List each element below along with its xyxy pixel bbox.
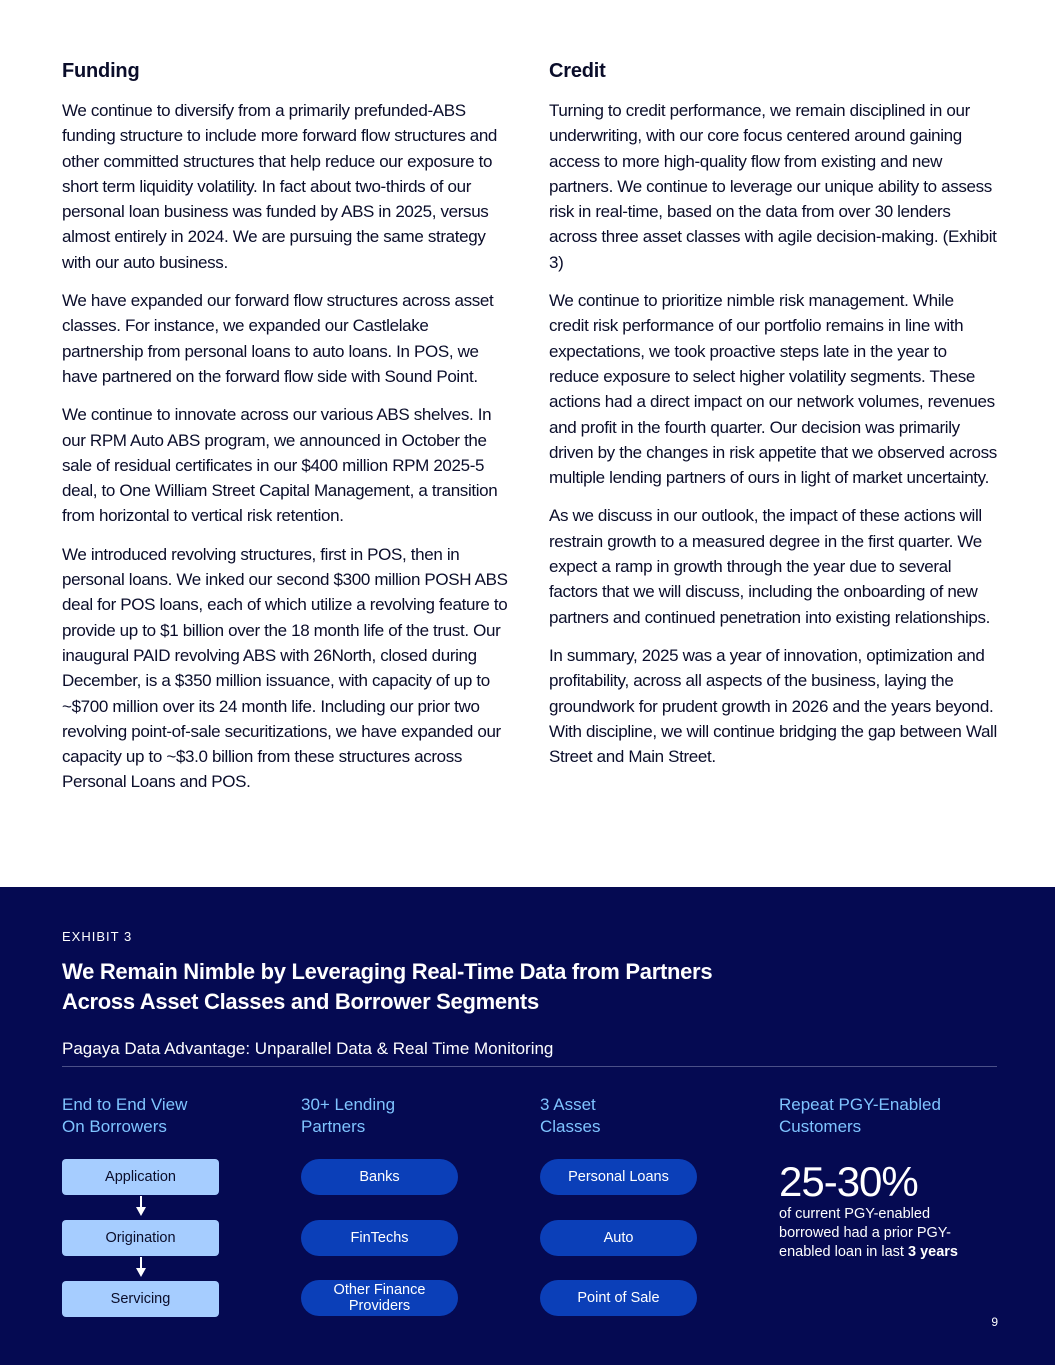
asset-auto: Auto [540, 1220, 697, 1256]
asset-personal-loans: Personal Loans [540, 1159, 697, 1195]
credit-paragraph: We continue to prioritize nimble risk management. While credit risk performance of our portfolio remains in line with expectations, we took proactive steps late in the year to reduce exposure to select higher volatility segments. These actions had a direct impact on our network volumes, revenues and profit in the fourth quarter. Our decision was primarily driven by the changes in risk appetite that we observed across multiple lending partners of ours in light of market uncertainty. [549, 291, 997, 488]
asset-classes-column [540, 1094, 740, 1306]
partner-other-finance: Other Finance Providers [301, 1280, 458, 1316]
exhibit-title: We Remain Nimble by Leveraging Real-Time Data from Partners Across Asset Classes and Borrower Segments [62, 959, 713, 1014]
funding-paragraph: We continue to diversify from a primarily prefunded-ABS funding structure to include more forward flow structures and other committed structures that help reduce our exposure to short term liquidity volatility. In fact about two-thirds of our personal loan business was funded by ABS in 2025, versus almost entirely in 2024. We are pursuing the same strategy with our auto business. [62, 101, 498, 272]
funding-paragraph: We continue to innovate across our various ABS shelves. In our RPM Auto ABS program, we announced in October the sale of residual certificates in our $400 million RPM 2025-5 deal, to One William Street Capital Management, a transition from horizontal to vertical risk retention. [62, 405, 498, 526]
lending-partners-column [301, 1094, 501, 1314]
borrower-view-column [62, 1094, 262, 1307]
column-heading: End to End View On Borrowers [62, 1095, 188, 1136]
exhibit-subtitle: Pagaya Data Advantage: Unparallel Data & Real Time Monitoring [62, 1039, 554, 1058]
asset-point-of-sale: Point of Sale [540, 1280, 697, 1316]
partner-fintechs: FinTechs [301, 1220, 458, 1256]
funding-paragraph: We introduced revolving structures, first in POS, then in personal loans. We inked our second $300 million POSH ABS deal for POS loans, each of which utilize a revolving feature to provide up to $1 billion over the 18 month life of the trust. Our inaugural PAID revolving ABS with 26North, closed during December, is a $350 million issuance, with capacity of up to ~$700 million over its 24 month life. Including our prior two revolving point-of-sale securitizations, we have expanded our capacity up to ~$3.0 billion from these structures across Personal Loans and POS. [62, 544, 508, 792]
credit-column [549, 58, 997, 782]
funding-heading: Funding [62, 60, 140, 82]
column-heading: 30+ Lending Partners [301, 1095, 396, 1136]
divider [62, 1066, 997, 1067]
credit-heading: Credit [549, 60, 606, 82]
stage-origination: Origination [62, 1220, 219, 1256]
credit-paragraph: In summary, 2025 was a year of innovation, optimization and profitability, across all aspects of the business, laying the groundwork for prudent growth in 2026 and the years beyond. With discipline, we will continue bridging the gap between Wall Street and Main Street. [549, 645, 997, 767]
repeat-customers-column [779, 1094, 979, 1260]
partner-banks: Banks [301, 1159, 458, 1195]
column-heading: Repeat PGY-Enabled Customers [779, 1095, 941, 1136]
exhibit-panel [0, 887, 1055, 1365]
stage-servicing: Servicing [62, 1281, 219, 1317]
funding-paragraph: We have expanded our forward flow structures across asset classes. For instance, we expanded our Castlelake partnership from personal loans to auto loans. In POS, we have partnered on the forward flow side with Sound Point. [62, 291, 494, 386]
credit-paragraph: As we discuss in our outlook, the impact of these actions will restrain growth to a measured degree in the first quarter. We expect a ramp in growth through the year due to several factors that we will discuss, including the onboarding of new partners and continued penetration into existing relationships. [549, 506, 991, 627]
stage-application: Application [62, 1159, 219, 1195]
credit-paragraph: Turning to credit performance, we remain disciplined in our underwriting, with our core focus centered around gaining access to more high-quality flow from existing and new partners. We continue to leverage our unique ability to assess risk in real-time, based on the data from over 30 lenders across three asset classes with agile decision-making. (Exhibit 3) [549, 101, 997, 272]
exhibit-label: EXHIBIT 3 [62, 929, 133, 944]
repeat-stat-description: of current PGY-enabled borrowed had a prior PGY-enabled loan in last 3 years [779, 1206, 958, 1260]
repeat-stat: 25-30% [779, 1158, 918, 1205]
column-heading: 3 Asset Classes [540, 1095, 601, 1136]
funding-column [62, 58, 512, 808]
page-number: 9 [991, 1315, 998, 1329]
